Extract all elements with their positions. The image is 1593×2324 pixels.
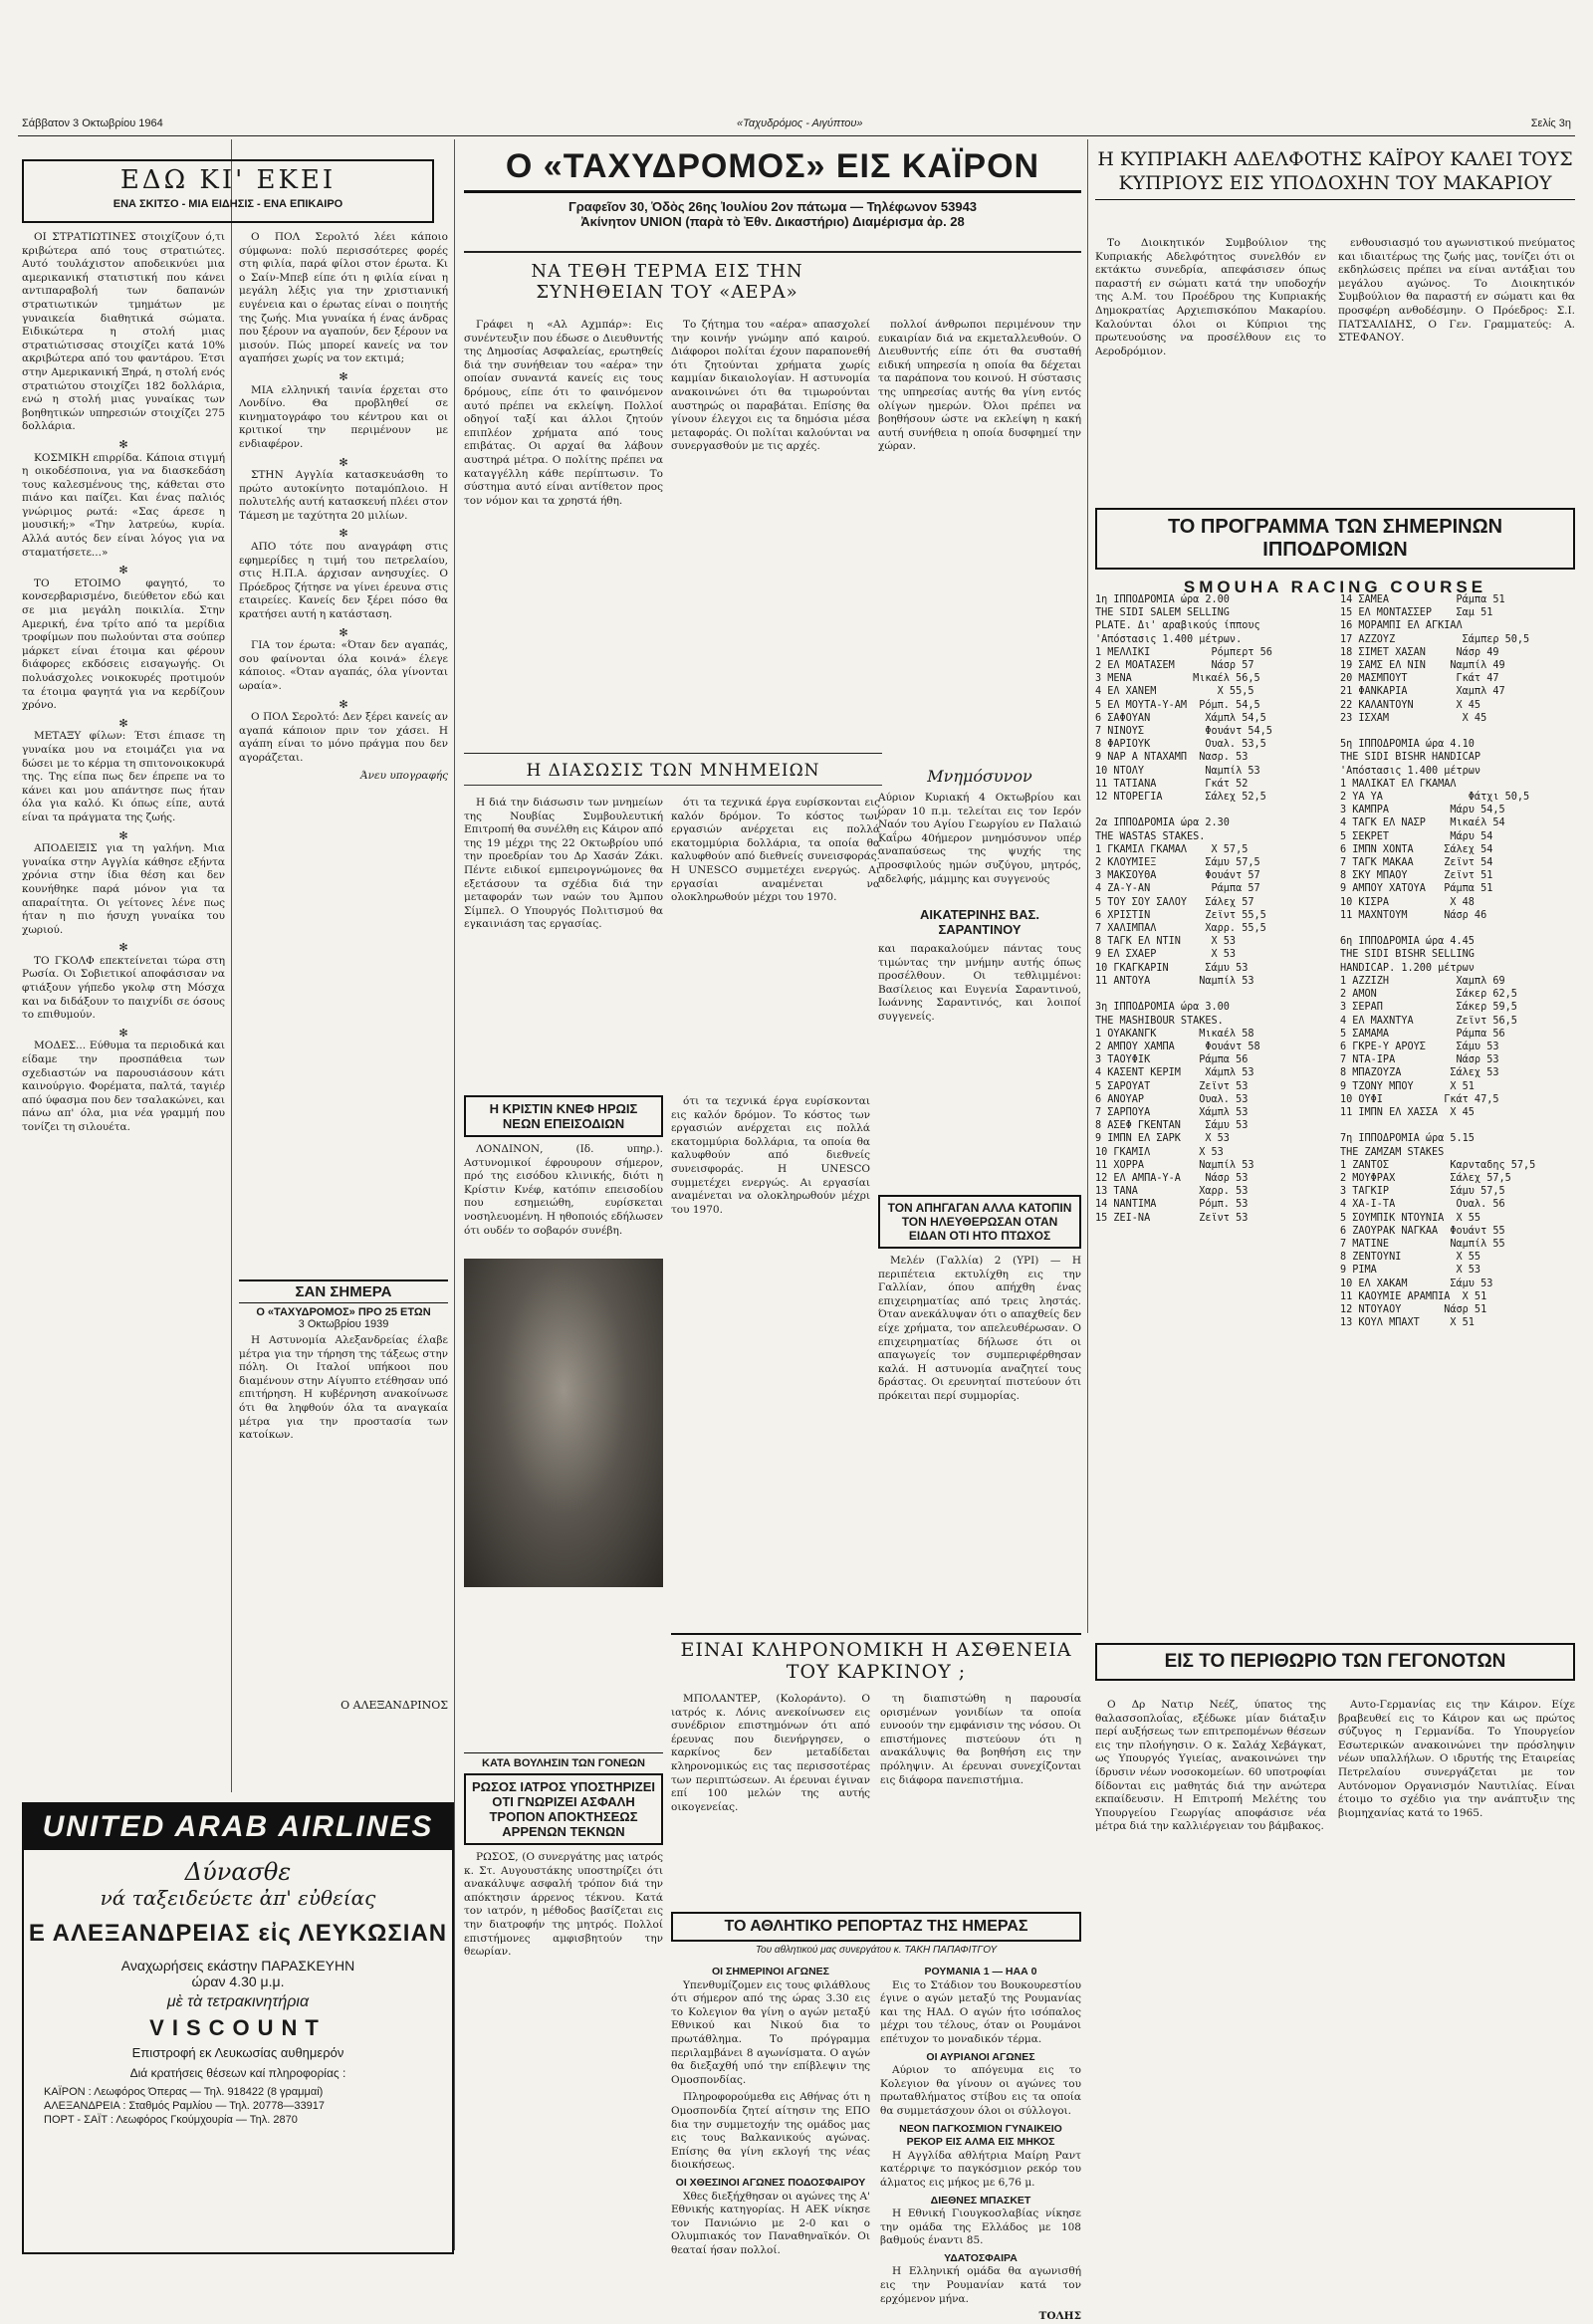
uaa-brand: UNITED ARAB AIRLINES (24, 1804, 452, 1850)
thief-text: Μελέν (Γαλλία) 2 (ΥΡΙ) — Η περιπέτεια εκτυλίχθη εις την Γαλλίαν, όπου απήχθη ένας επιχειρηματίας από τρεις ληστάς. Όταν ανεκάλυψαν ότι ο απαχθείς δεν είχε χρήματα, τον απελευθέρωσαν. Ο επιχειρηματίας δήλωσε ότι οι απαγωγείς τον συμπεριφέρθησαν καλά. Η αστυνομία αναζητεί τους δράστας. Οι ερευνηταί πιστεύουν ότι πρόκειται περί συμμορίας. (878, 1255, 1081, 1402)
uaa-alex: ΑΛΕΞΑΝΔΡΕΙΑ : Σταθμός Ραμλίου — Τηλ. 20778—33917 (44, 2100, 326, 2112)
col2-text (239, 231, 448, 1267)
mnimosyno-article (878, 767, 1081, 1185)
column-divider-1 (231, 139, 232, 1792)
sports-col1 (671, 1966, 870, 2254)
sports-para: Η Αγγλίδα αθλήτρια Μαίρη Ραντ κατέρριψε το παγκόσμιον ρεκόρ του άλματος εις μήκος με 6,76 μ. (880, 2149, 1081, 2189)
mnimeia-col1: Η διά την διάσωσιν των μνημείων της Νουβίας Συμβουλευτική Επιτροπή θα συνέλθη εις Κάιρον από της 19 μέχρι της 22 Οκτωβρίου υπό την προεδρίαν του Δρ Χασάν Ζάκι. Πέντε ειδικοί εμπειρογνώμονες θα εξετάσουν τα σχέδια διά την μεταφοράν των ναών του Άμπου Σίμπελ. Ο Υπουργός Πολιτισμού θα εγκαινιάση τας εργασίας. (464, 797, 663, 931)
divider-star: ✻ (339, 369, 348, 383)
cyprus-col1: Το Διοικητικόν Συμβούλιον της Κυπριακής Αδελφότητος συνελθόν εν εκτάκτω συνεδρία, απεφάσισεν όπως παραστή εν σώματι κατά την υποδοχήν της Α.Μ. του Προέδρου της Κυπριακής Δημοκρατίας Αρχιεπισκόπου Μακαρίου. Καλούνται όλοι οι Κύπριοι της πρωτευούσης να προσέλθουν εις το Αεροδρόμιον. (1095, 237, 1326, 357)
eki-title-box (22, 159, 434, 223)
sports-para: Χθες διεξήχθησαν οι αγώνες της Α' Εθνικής κατηγορίας. Η ΑΕΚ νίκησε τον Πανιώνιο με 2-0 και ο Ολυμπιακός τον Παναθηναϊκόν. Οι θεαταί ήσαν πολλοί. (671, 2190, 870, 2256)
races-block (1095, 508, 1575, 1633)
thief-article (878, 1195, 1081, 1633)
col1-para: ΜΕΤΑΞΥ φίλων: Έτσι έπιασε τη γυναίκα μου να ετοιμάζει για να δώσει με το κέρμα τη σπιτονοικοκυρά της. Της είπα πως δεν έπρεπε να το κάνει και μου απάντησε πως ήταν όλα για καλό. Κι όπως είπε, αυτά είναι τα πράγματα της ζωής. (22, 730, 225, 823)
today-text: Η Αστυνομία Αλεξανδρείας έλαβε μέτρα για την τήρηση της τάξεως στην πόλη. Οι Ιταλοί υπήκοοι που διαμένουν στην Αίγυπτο ετέθησαν υπό επιτήρηση. Η κυβέρνηση ανακοίνωσε ότι θα ληφθούν όλα τα αναγκαία μέτρα για την προστασία των κατοίκων. (239, 1334, 448, 1442)
divider-star: ✻ (339, 527, 348, 541)
today-box (239, 1279, 448, 1757)
parents-head: ΡΩΣΟΣ ΙΑΤΡΟΣ ΥΠΟΣΤΗΡΙΖΕΙ ΟΤΙ ΓΝΩΡΙΖΕΙ ΑΣΦΑΛΗ ΤΡΟΠΟΝ ΑΠΟΚΤΗΣΕΩΣ ΑΡΡΕΝΩΝ ΤΕΚΝΩΝ (464, 1773, 663, 1845)
masthead-title: Ο «ΤΑΧΥΔΡΟΜΟΣ» ΕΙΣ ΚΑΪΡΟΝ (464, 147, 1081, 193)
divider-star: ✻ (118, 437, 128, 451)
divider-star: ✻ (339, 455, 348, 469)
cancer-title: ΕΙΝΑΙ ΚΛΗΡΟΝΟΜΙΚΗ Η ΑΣΘΕΝΕΙΑ ΤΟΥ ΚΑΡΚΙΝΟΥ ; (671, 1633, 1081, 1683)
header-page: Σελίς 3η (1530, 117, 1571, 129)
sports-heading: ΟΙ ΧΘΕΣΙΝΟΙ ΑΓΩΝΕΣ ΠΟΔΟΣΦΑΙΡΟΥ (675, 2176, 866, 2189)
col2-para: ΣΤΗΝ Αγγλία κατασκευάσθη το πρώτο αυτοκίνητο ποταμόπλοιο. Η πολυτελής αυτή κατασκευή πλέει στον Τάμεση με ταχύτητα 20 μιλίων. (239, 469, 448, 522)
sports-para: Εις το Στάδιον του Βουκουρεστίου έγινε ο αγών μεταξύ της Ρουμανίας και της ΗΑΔ. Ο αγών ήτο ισόπαλος μέχρι του τέλους, όταν οι Ρουμάνοι επέτυχον το μοναδικόν τέρμα. (880, 1978, 1081, 2045)
mnimosyno-text2: και παρακαλούμεν πάντας τους τιμώντας την μνήμην αυτής όπως προσέλθουν. Οι τεθλιμμένοι: Βασίλειος και Ευγενία Σαραντινού, Ιωάννης Σαραντινός, και λοιποί συγγενείς. (878, 943, 1081, 1023)
races-course: SMOUHA RACING COURSE (1183, 578, 1487, 596)
divider-star: ✻ (339, 625, 348, 639)
col2-para: Ο ΠΟΛ Σερολτό λέει κάποιο σύμφωνα: πολύ περισσότερες φορές στη φιλία, παρά φίλοι στον έρωτα. Κι ο Σαίν-Μπεβ είπε ότι η φιλία είναι η μεγάλη λέξις για την χριστιανική ευγένεια και ο έρωτας είναι ο ποιητής της ζωής. Μια γυναίκα ή ένας άνδρας που ξέρουν να αγαπούν, δεν ξέρουν να μισούν. Πώς μπορεί κανείς να τον αγαπήσει χωρίς να τον εκτιμά; (239, 231, 448, 365)
races-list1: 1η ΙΠΠΟΔΡΟΜΙΑ ώρα 2.00 THE SIDI SALEM SELLING PLATE. Δι' αραβικούς ίππους 'Απόστασις 1.400 μέτρων. 1 ΜΕΛΛΙΚΙ Ρόμπερτ 56 2 ΕΛ ΜΟΑΤΑΣΕΜ Νάσρ 57 3 ΜΕΝΑ Μικαέλ 56,5 4 ΕΛ ΧΑΝΕΜ Χ 55,5 5 ΕΛ ΜΟΥΤΑ-Υ-ΑΜ Ρόμπ. 54,5 6 ΣΑΦΟΥΑΝ Χάμπλ 54,5 7 ΝΙΝΟΥΣ Φουάντ 54,5 8 ΦΑΡΙΟΥΚ Ουαλ. 53,5 9 ΝΑΡ Α ΝΤΑΧΑΜΠ Νασρ. 53 10 ΝΤΟΛΥ Ναμπίλ 53 11 ΤΑΤΙΑΝΑ Γκάτ 52 12 ΝΤΟΡΕΓΙΑ Σάλεχ 52,5 2α ΙΠΠΟΔΡΟΜΙΑ ώρα 2.30 THE WASTAS STAKES. 1 ΓΚΑΜΙΛ ΓΚΑΜΑΛ Χ 57,5 2 ΚΛΟΥΜΙΕΞ Σάμυ 57,5 3 ΜΑΚΣΟΥΘΑ Φουάντ 57 4 ΖΑ-Υ-ΑΝ Ράμπα 57 5 ΤΟΥ ΣΟΥ ΣΑΛΟΥ Σάλεχ 57 6 ΧΡΙΣΤΙΝ Ζεϊντ 55,5 7 ΧΑΛΙΜΠΑΛ Χαρρ. 55,5 8 ΤΑΓΚ ΕΛ ΝΤΙΝ Χ 53 9 ΕΛ ΣΧΑΕΡ Χ 53 10 ΓΚΑΓΚΑΡΙΝ Σάμυ 53 11 ΑΝΤΟΥΑ Ναμπίλ 53 3η ΙΠΠΟΔΡΟΜΙΑ ώρα 3.00 THE MASHIBOUR STAKES. 1 ΟΥΑΚΑΝΓΚ Μικαέλ 58 2 ΑΜΠΟΥ ΧΑΜΠΑ Φουάντ 58 3 ΤΑΟΥΦΙΚ Ράμπα 56 4 ΚΑΣΕΝΤ ΚΕΡΙΜ Χάμπλ 53 5 ΣΑΡΟΥΑΤ Ζεϊντ 53 6 ΑΝΟΥΑΡ Ουαλ. 53 7 ΣΑΡΠΟΥΑ Χάμπλ 53 8 ΑΣΕΦ ΓΚΕΝΤΑΝ Σάμυ 53 9 ΙΜΠΝ ΕΛ ΣΑΡΚ Χ 53 10 ΓΚΑΜΙΛ Χ 53 11 ΧΟΡΡΑ Ναμπίλ 53 12 ΕΛ ΑΜΠΑ-Υ-Α Νάσρ 53 13 ΤΑΝΑ Χαρρ. 53 14 ΝΑΝΤΙΜΑ Ρόμπ. 53 15 ΖΕΙ-ΝΑ Ζεϊντ 53 (1095, 594, 1272, 1224)
column-divider-2 (454, 139, 455, 2250)
sports-para: Η Ελληνική ομάδα θα αγωνισθή εις την Ρουμανίαν κατά τον ερχόμενον μήνα. (880, 2265, 1081, 2305)
sports-sub: Του αθλητικού μας συνεργάτου κ. ΤΑΚΗ ΠΑΠΑΦΙΤΓΟΥ (755, 1945, 998, 1956)
cancer-article (671, 1633, 1081, 1902)
parents-title: ΚΑΤΑ ΒΟΥΛΗΣΙΝ ΤΩΝ ΓΟΝΕΩΝ (464, 1752, 663, 1769)
parents-article (464, 1752, 663, 2250)
sports-para: Υπενθυμίζομεν εις τους φιλάθλους ότι σήμερον από της ώρας 3.30 εις το Κολεγιον θα γίνη ο αγών μεταξύ Εθνικού και Νικού δια το πρωτάθλημα. Το πρόγραμμα περιλαμβάνει 8 αγωνίσματα. Ο αγών θα διεξαχθή υπό την επίβλεψιν της Ομοσπονδίας. (671, 1978, 870, 2086)
thief-title: ΤΟΝ ΑΠΗΓΑΓΑΝ ΑΛΛΑ ΚΑΤΟΠΙΝ ΤΟΝ ΗΛΕΥΘΕΡΩΣΑΝ ΟΤΑΝ ΕΙΔΑΝ ΟΤΙ ΗΤΟ ΠΤΩΧΟΣ (878, 1195, 1081, 1249)
page-header (0, 117, 1593, 133)
col2-signature: Άνευ υπογραφής (360, 769, 448, 782)
divider-star: ✻ (118, 716, 128, 730)
col1-para: ΚΟΣΜΙΚΗ επιρρίδα. Κάποια στιγμή η οικοδέσποινα, για να διασκεδάση τους καλεσμένους της, κάθεται στο πιάνο και παίζει. Και ένας παλιός γνώριμος ρωτά: «Σας άρεσε η μουσική;» «Την λατρεύω, κυρία. Αλλά αυτός δεν είναι λόγος για να σταματήσετε...» (22, 451, 225, 559)
sports-heading: ΥΔΑΤΟΣΦΑΙΡΑ (944, 2251, 1018, 2264)
sports-para: Η Εθνική Γιουγκοσλαβίας νίκησε την ομάδα της Ελλάδος με 108 βαθμούς έναντι 85. (880, 2208, 1081, 2247)
uaa-departures: Αναχωρήσεις εκάστην ΠΑΡΑΣΚΕΥΗΝ (120, 1958, 355, 1974)
eki-title: ΕΔΩ ΚΙ' ΕΚΕΙ (119, 165, 337, 195)
mnimosyno-name: ΑΙΚΑΤΕΡΙΝΗΣ ΒΑΣ. ΣΑΡΑΝΤΙΝΟΥ (920, 907, 1039, 937)
divider-star: ✻ (118, 564, 128, 578)
knef-photo (464, 1259, 663, 1587)
header-paper: «Ταχυδρόμος - Αιγύπτου» (737, 117, 863, 129)
masthead-rule (464, 251, 1081, 253)
thief-overflow-para: ότι τα τεχνικά έργα ευρίσκονται εις καλόν δρόμον. Το κόστος των εργασιών ανέρχεται εις πολλά εκατομμύρια δολλάρια, τα οποία θα καλυφθούν από διεθνείς συνεισφοράς. Η UNESCO συμμετέχει ενεργώς. Αι εργασίαι αναμένεται να ολοκληρωθούν μέχρι του 1970. (671, 1095, 870, 1216)
uaa-route: Ε ΑΛΕΞΑΝΔΡΕΙΑΣ εἰς ΛΕΥΚΩΣΙΑΝ (28, 1920, 448, 1947)
periph-col2: Αυτο-Γερμανίας εις την Κάιρον. Είχε βραβευθεί εις το Κάιρον και ως πρώτος σύζυγος η Γερμανίδα. Το Υπουργείον Εσωτερικών ανακοινώνει την πρόσληψιν νέων υπαλλήλων. Ο ιδρυτής της Εταιρείας Πετρελαίου συνεργάζεται με τον Αυτόνομον Οργανισμόν Ναυτιλίας. Είναι έτοιμο το σχέδιο για την ανάπτυξιν της βιομηχανίας κατά το 1965. (1338, 1699, 1575, 1819)
races-list2: 14 ΣΑΜΕΑ Ράμπα 51 15 ΕΛ ΜΟΝΤΑΣΣΕΡ Σαμ 51 16 ΜΟΡΑΜΠΙ ΕΛ ΑΓΚΙΑΛ 17 ΑΖΖΟΥΖ Σάμπερ 50,5 18 ΣΙΜΕΤ ΧΑΣΑΝ Νάσρ 49 19 ΣΑΜΣ ΕΛ ΝΙΝ Ναμπίλ 49 20 ΜΑΣΜΠΟΥΤ Γκάτ 47 21 ΦΑΝΚΑΡΙΑ Χαμπλ 47 22 ΚΑΛΑΝΤΟΥΝ Χ 45 23 ΙΣΧΑΜ Χ 45 5η ΙΠΠΟΔΡΟΜΙΑ ώρα 4.10 THE SIDI BISHR HANDICAP 'Απόστασις 1.400 μέτρων 1 ΜΑΛΙΚΑΤ ΕΛ ΓΚΑΜΑΛ 2 ΥΑ ΥΑ Φάτχι 50,5 3 ΚΑΜΠΡΑ Μάρυ 54,5 4 ΤΑΓΚ ΕΛ ΝΑΣΡ Μικαέλ 54 5 ΣΕΚΡΕΤ Μάρυ 54 6 ΙΜΠΝ ΧΟΝΤΑ Σάλεχ 54 7 ΤΑΓΚ ΜΑΚΑΑ Ζεϊντ 54 8 ΣΚΥ ΜΠΑΟΥ Ζεϊντ 51 9 ΑΜΠΟΥ ΧΑΤΟΥΑ Ράμπα 51 10 ΚΙΣΡΑ Χ 48 11 ΜΑΧΝΤΟΥΜ Νάσρ 46 6η ΙΠΠΟΔΡΟΜΙΑ ώρα 4.45 THE SIDI BISHR SELLING HANDICAP. 1.200 μέτρων 1 ΑΖΖΙΖΗ Χαμπλ 69 2 ΑΜΟΝ Σάκερ 62,5 3 ΣΕΡΑΠ Σάκερ 59,5 4 ΕΛ ΜΑΧΝΤΥΑ Ζεϊντ 56,5 5 ΣΑΜΑΜΑ Ράμπα 56 6 ΓΚΡΕ-Υ ΑΡΟΥΣ Σάμυ 53 7 ΝΤΑ-ΙΡΑ Νάσρ 53 8 ΜΠΑΖΟΥΖΑ Σάλεχ 53 9 ΤΖΟΝΥ ΜΠΟΥ Χ 51 10 ΟΥΦΙ Γκάτ 47,5 11 ΙΜΠΝ ΕΛ ΧΑΣΣΑ Χ 45 7η ΙΠΠΟΔΡΟΜΙΑ ώρα 5.15 THE ZAMZAM STAKES 1 ΖΑΝΤΟΣ Καρνταδης 57,5 2 ΜΟΥΦΡΑΧ Σάλεχ 57,5 3 ΤΑΓΚΙΡ Σάμυ 57,5 4 ΧΑ-Ι-ΤΑ Ουαλ. 56 5 ΣΟΥΜΠΙΚ ΝΤΟΥΝΙΑ Χ 55 6 ΖΑΟΥΡΑΚ ΝΑΓΚΑΑ Φουάντ 55 7 ΜΑΤΙΝΕ Ναμπίλ 55 8 ΖΕΝΤΟΥΝΙ Χ 55 9 ΡΙΜΑ Χ 53 10 ΕΛ ΧΑΚΑΜ Σάμυ 53 11 ΚΑΟΥΜΙΕ ΑΡΑΜΠΙΑ Χ 51 12 ΝΤΟΥΑΟΥ Νάσρ 51 13 ΚΟΥΛ ΜΠΑΧΤ Χ 51 (1340, 594, 1536, 1329)
sports-article (671, 1912, 1081, 2323)
col1-para: ΟΙ ΣΤΡΑΤΙΩΤΙΝΕΣ στοιχίζουν ό,τι κριβώτερα από τους στρατιώτες. Αυτό τουλάχιστον αποδεικνύει μια αμερικανική στατιστική που κάνει αντιπαραβολή των δαπανών στρατιωτικών τμημάτων με γυναικεία διαθητικά σώματα. Ειδικώτερα η στολή μιας στρατιώτισσας στοιχίζει κατά 10% ακριβώτερα από του φαντάρου. Έτσι στην Αμερικανική Ξηρά, η στολή ενός στρατιώτου στοιχίζει 182 δολλάρια, ενώ η στολή μιας γυναίκας των βοηθητικών υπηρεσιών στοιχίζει 275 δολλάρια. (22, 231, 225, 433)
today-date: 3 Οκτωβρίου 1939 (298, 1318, 389, 1330)
today-subtitle: Ο «ΤΑΧΥΔΡΟΜΟΣ» ΠΡΟ 25 ΕΤΩΝ (256, 1306, 431, 1318)
col2-para: ΜΙΑ ελληνική ταινία έρχεται στο Λονδίνο. Θα προβληθεί σε κινηματογράφο του κέντρου και οι κριτικοί την περιμένουν με ενδιαφέρον. (239, 383, 448, 450)
uaa-model: VISCOUNT (149, 2015, 327, 2040)
uaa-return: Επιστροφή εκ Λευκωσίας αυθημερόν (131, 2045, 344, 2060)
knef-text: ΛΟΝΔΙΝΟΝ, (Ιδ. υπηρ.). Αστυνομικοί έφρουρουν σήμερον, πρό της εισόδου κλινικής, διότι η Κρίστιν Κνέφ, κατόπιν επεισοδίου που εσημειώθη, ευρίσκεται νοσηλευομένη. Η ηθοποιός εδήλωσεν ότι ουδέν το σοβαρόν συνέβη. (464, 1143, 663, 1237)
column-divider-3 (1087, 139, 1088, 1633)
sports-heading: ΟΙ ΣΗΜΕΡΙΝΟΙ ΑΓΩΝΕΣ (712, 1966, 829, 1977)
masthead-line2: Ἀκίνητον UNION (παρὰ τὸ Ἐθν. Δικαστήριο) Διαμέρισμα ἀρ. 28 (580, 214, 965, 229)
parents-text: ΡΩΣΟΣ, (Ο συνεργάτης μας ιατρός κ. Στ. Αυγουστάκης υποστηρίζει ότι ανακάλυψε ασφαλή τρόπον διά την απόκτησιν άρρενος τέκνου. Κατά τον ιατρόν, η μέθοδος βασίζεται εις την διατροφήν της μητρός. Πολλοί επιστήμονες αμφισβητούν την θεωρίαν. (464, 1851, 663, 1959)
mnimeia-col2: ότι τα τεχνικά έργα ευρίσκονται εις καλόν δρόμον. Το κόστος των εργασιών ανέρχεται εις πολλά εκατομμύρια δολλάρια, τα οποία θα καλυφθούν από διεθνείς συνεισφοράς. Η UNESCO συμμετέχει ενεργώς. Αι εργασίαι αναμένεται να ολοκληρωθούν μέχρι του 1970. (671, 797, 880, 904)
uaa-line1: Δύνασθε (184, 1858, 292, 1886)
eki-subtitle: ΕΝΑ ΣΚΙΤΣΟ - ΜΙΑ ΕΙΔΗΣΙΣ - ΕΝΑ ΕΠΙΚΑΙΡΟ (113, 198, 343, 210)
col2-para: ΑΠΟ τότε που αναγράφη στις εφημερίδες η τιμή του πετρελαίου, στις Η.Π.Α. άρχισαν ανησυχίες. Ο Πρόεδρος ζήτησε να γίνει έρευνα στις εταιρείες. Κανείς δεν ξέρει πόσο θα κρατήσει αυτή η κατάσταση. (239, 541, 448, 621)
divider-star: ✻ (339, 697, 348, 711)
cancer-col1: ΜΠΟΛΑΝΤΕΡ, (Κολοράντο). Ο ιατρός κ. Λόνις ανεκοίνωσεν εις συνέδριον επιστημόνων ότι από έρευνας που διενήργησεν, ο καρκίνος δεν μεταδίδεται κληρονομικώς εις τας περισσοτέρας των περιπτώσεων. Αι έρευναι έγιναν επί 100 μελών της αυτής οικογενείας. (671, 1693, 870, 1813)
uaa-cairo: ΚΑΪΡΟΝ : Λεωφόρος Όπερας — Τηλ. 918422 (8 γραμμαί) (44, 2086, 324, 2098)
divider-star: ✻ (118, 828, 128, 842)
uaa-port: ΠΟΡΤ - ΣΑΪΤ : Λεωφόρος Γκούμχουρία — Τηλ. 2870 (44, 2114, 298, 2126)
sports-title: ΤΟ ΑΘΛΗΤΙΚΟ ΡΕΠΟΡΤΑΖ ΤΗΣ ΗΜΕΡΑΣ (671, 1912, 1081, 1942)
aera-col1: Γράφει η «Αλ Αχμπάρ»: Εις συνέντευξιν που έδωσε ο Διευθυντής της Δημοσίας Ασφαλείας, ερωτηθείς διά την συνήθειαν του «αέρα» την οποίαν συναντά κανείς εις τους δρόμους, είπε ότι το φαινόμενον αυτό πρέπει να εκλείψη. Πολλοί οδηγοί ταξί και άλλοι ζητούν επιπλέον χρήματα από τους επιβάτας. Οι αρχαί θα λάβουν αυστηρά μέτρα. Ο πολίτης πρέπει να καταγγέλλη κάθε περίπτωσιν. Το σύστημα αυτό είναι αντίθετον προς τον νόμον και τα χρηστά ήθη. (464, 319, 663, 507)
sports-col2 (880, 1966, 1081, 2323)
sports-heading: ΡΟΥΜΑΝΙΑ 1 — ΗΑΑ 0 (924, 1966, 1037, 1977)
periph-article (1095, 1643, 1575, 2250)
sports-para: Αύριον το απόγευμα εις το Κολεγιον θα γίνουν οι αγώνες του πρωταθλήματος στίβου εις τα οποία θα συμμετάσχουν όλοι οι σύλλογοι. (880, 2064, 1081, 2117)
sports-heading: ΝΕΟΝ ΠΑΓΚΟΣΜΙΟΝ ΓΥΝΑΙΚΕΙΟ ΡΕΚΟΡ ΕΙΣ ΑΛΜΑ ΕΙΣ ΜΗΚΟΣ (899, 2122, 1062, 2149)
today-author: Ο ΑΛΕΞΑΝΔΡΙΝΟΣ (341, 1699, 448, 1712)
col2-para: Ο ΠΟΛ Σερολτό: Δεν ξέρει κανείς αν αγαπά κάποιον πριν τον χάσει. Η αγάπη είναι το μόνο πράγμα που δεν αγοράζεται. (239, 711, 448, 764)
cyprus-col2: ενθουσιασμό του αγωνιστικού πνεύματος και ιδιαιτέρως της ζωής μας, τονίζει ότι οι εκδηλώσεις πρέπει να είναι αντάξιαι του μεγάλου αγώνος. Το Διοικητικόν Συμβούλιον θα παραστή εν σώματι και θα προσφέρη ανθοδέσμην. Ο Πρόεδρος: Σ.Ι. ΠΑΤΣΑΛΙΔΗΣ, Ο Γεν. Γραμματεύς: Α. ΣΤΕΦΑΝΟΥ. (1338, 237, 1575, 345)
sports-signoff: ΤΟΛΗΣ (1038, 2310, 1081, 2323)
today-title: ΣΑΝ ΣΗΜΕΡΑ (239, 1279, 448, 1303)
sports-para: Πληροφορούμεθα εις Αθήνας ότι η Ομοσπονδία ζητεί αίτησιν της ΕΠΟ δια την συμμετοχήν της ομάδος μας εις τους Βαλκανικούς αγώνας. Επίσης θα γίνη εκλογή της νέας διοικήσεως. (671, 2091, 870, 2172)
mnimosyno-title: Μνημόσυνον (927, 767, 1032, 786)
periph-col1: Ο Δρ Νατιρ Νεέζ, ύπατος της θαλασσοπλοΐας, εξέδωκε μίαν διάταξιν περί αυξήσεως των επιτρεπομένων θέσεων εις την πλοήγησιν. Ο κ. Σαλάχ Χεβάγκατ, ως Υπουργός Υγιείας, ανακοινώνει την ίδρυσιν νέων νοσοκομείων. 60 υποτροφίαι δίδονται εις μαθητάς διά την ανώτερα εκπαίδευσιν. Η Επιτροπή Μελέτης του Υπουργείου Γεωργίας αποφάσισε νέα μέτρα διά την καλλιέργειαν του βάμβακος. (1095, 1699, 1326, 1833)
sports-heading: ΔΙΕΘΝΕΣ ΜΠΑΣΚΕΤ (930, 2194, 1031, 2207)
mnimosyno-text: Αύριον Κυριακή 4 Οκτωβρίου και ώραν 10 π.μ. τελείται εις τον Ιερόν Ναόν του Αγίου Γεωργίου εν Παλαιώ Καΐρω 40ήμερον μνημόσυνον υπέρ αναπαύσεως της ψυχής της προσφιλούς ημών συζύγου, μητρός, αδελφής, μάμμης και συγγενούς (878, 792, 1081, 885)
masthead-line1: Γραφεῖον 30, Ὁδὸς 26ης Ἰουλίου 2ον πάτωμα — Τηλέφωνον 53943 (568, 199, 978, 214)
uaa-line2: νά ταξειδεύετε ἀπ' εὐθείας (100, 1886, 376, 1910)
uaa-info: Διά κρατήσεις θέσεων καί πληροφορίας : (129, 2066, 346, 2080)
col2-para: ΓΙΑ τον έρωτα: «Όταν δεν αγαπάς, σου φαίνονται όλα κοινά» έλεγε κάποιος. «Όταν αγαπάς, όλα γίνονται ωραία». (239, 639, 448, 692)
col1-text (22, 231, 225, 1784)
races-title: ΤΟ ΠΡΟΓΡΑΜΜΑ ΤΩΝ ΣΗΜΕΡΙΝΩΝ ΙΠΠΟΔΡΟΜΙΩΝ (1095, 508, 1575, 570)
mnimeia-title: Η ΔΙΑΣΩΣΙΣ ΤΩΝ ΜΝΗΜΕΙΩΝ (464, 761, 882, 786)
header-rule (18, 135, 1575, 136)
cancer-col2: τη διαπιστώθη η παρουσία ορισμένων γονιδίων τα οποία ευνοούν την εμφάνισιν της νόσου. Οι επιστήμονες πιστεύουν ότι η ανακάλυψις θα βοηθήση εις την πρόληψιν. Αι έρευναι συνεχίζονται εις διάφορα πανεπιστήμια. (880, 1693, 1081, 1786)
cyprus-title: Η ΚΥΠΡΙΑΚΗ ΑΔΕΛΦΟΤΗΣ ΚΑΪΡΟΥ ΚΑΛΕΙ ΤΟΥΣ ΚΥΠΡΙΟΥΣ ΕΙΣ ΥΠΟΔΟΧΗΝ ΤΟΥ ΜΑΚΑΡΙΟΥ (1095, 147, 1575, 200)
masthead (464, 147, 1081, 247)
sports-heading: ΟΙ ΑΥΡΙΑΝΟΙ ΑΓΩΝΕΣ (926, 2050, 1035, 2063)
uaa-time: ώραν 4.30 μ.μ. (191, 1974, 285, 1989)
divider-star: ✻ (118, 941, 128, 955)
periph-title: ΕΙΣ ΤΟ ΠΕΡΙΘΩΡΙΟ ΤΩΝ ΓΕΓΟΝΟΤΩΝ (1095, 1643, 1575, 1681)
knef-title: Η ΚΡΙΣΤΙΝ ΚΝΕΦ ΗΡΩΙΣ ΝΕΩΝ ΕΠΕΙΣΟΔΙΩΝ (464, 1095, 663, 1137)
cyprus-article (1095, 147, 1575, 476)
uaa-ad (22, 1802, 454, 2254)
section-rule (464, 753, 882, 754)
header-date: Σάββατον 3 Οκτωβρίου 1964 (22, 117, 163, 129)
aera-col3: πολλοί άνθρωποι περιμένουν την ευκαιρίαν διά να εκμεταλλευθούν. Ο Διευθυντής είπε ότι θα συσταθή ειδική υπηρεσία η οποία θα δέχεται τα παράπονα του κοινού. Η σύστασις της υπηρεσίας αυτής θα γίνη εντός ολίγων ημερών. Όλοι πρέπει να βοηθήσουν ώστε να εκλείψη η κακή αυτή συνήθεια η οποία δυσφημεί την χώραν. (878, 319, 1081, 453)
thief-overflow (671, 1095, 870, 1613)
col1-para: ΤΟ ΕΤΟΙΜΟ φαγητό, το κονσερβαρισμένο, διεύθετον εδώ και σε μια μεγάλη ποικιλία. Στην Αμερική, ένα τρίτο από τα μερίδια τροφίμων που πωλούνται στα σούπερ μάρκετ είναι έτοιμα και φέρουν διάφορες εκδόσεις εισαγωγής. Οι πολυάσχολες νοικοκυρές προτιμούν τα έτοιμα φαγητά για να κερδίζουν χρόνο. (22, 577, 225, 712)
aera-col2: Το ζήτημα του «αέρα» απασχολεί την κοινήν γνώμην από καιρού. Διάφοροι πολίται έχουν παραπονεθή ότι ζητούνται χρήματα χωρίς καμμίαν δικαιολογίαν. Η αστυνομία ανακοινώνει ότι θα τιμωρούνται αυστηρώς οι παραβάται. Επίσης θα γίνουν έλεγχοι εις τα δημόσια μέσα μεταφοράς. Οι πολίται καλούνται να συνεργασθούν με τις αρχές. (671, 319, 870, 453)
divider-star: ✻ (118, 1026, 128, 1040)
aera-title: ΝΑ ΤΕΘΗ ΤΕΡΜΑ ΕΙΣ ΤΗΝ ΣΥΝΗΘΕΙΑΝ ΤΟΥ «ΑΕΡΑ» (531, 261, 803, 303)
knef-article (464, 1095, 663, 1733)
col1-para: ΜΟΔΕΣ... Εύθυμα τα περιοδικά και είδαμε την προσπάθεια των σχεδιαστών να παρουσιάσουν κάτι καινούργιο. Φορέματα, παλτά, ταγιέρ από ύφασμα που δεν τσαλακώνει, και πάνω απ' όλα, μια νέα γραμμή που τονίζει τη σιλουέτα. (22, 1040, 225, 1133)
col1-para: ΤΟ ΓΚΟΛΦ επεκτείνεται τώρα στη Ρωσία. Οι Σοβιετικοί αποφάσισαν να φτιάξουν γήπεδο γκολφ στη Μόσχα και να διδάξουν το παιχνίδι σε όσους το επιθυμούν. (22, 954, 225, 1022)
uaa-plane: μὲ τὰ τετρακινητήρια (166, 1993, 310, 2010)
col1-para: ΑΠΟΔΕΙΞΙΣ για τη γαλήνη. Μια γυναίκα στην Αγγλία κάθησε εξήντα χρόνια στην ίδια θέση και δεν κουνήθηκε παρά μόνον για τα απαραίτητα. Οι γείτονες λένε πως ήταν η πιο ήσυχη γυναίκα του χωριού. (22, 842, 225, 936)
